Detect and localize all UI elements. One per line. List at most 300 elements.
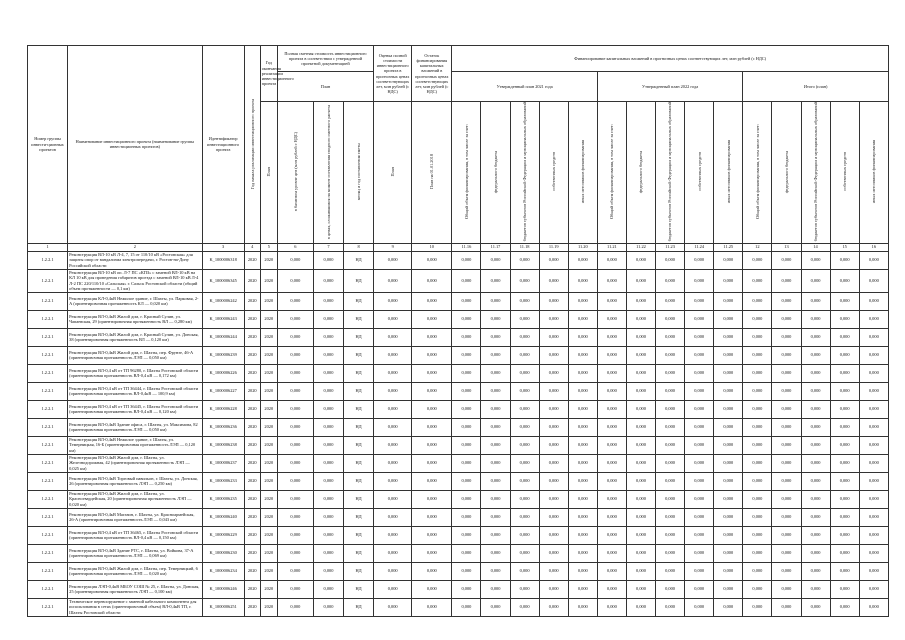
financing-value: 0,000: [714, 454, 743, 472]
financing-value: 0,000: [539, 580, 568, 598]
estimate-value: 0,000: [374, 580, 412, 598]
remain-value: 0,000: [412, 436, 452, 454]
header-fc-date: месяц и год составления сметы: [344, 102, 374, 244]
year-start: 2020: [244, 508, 260, 526]
year-start: 2020: [244, 292, 260, 310]
financing-value: 0,000: [830, 382, 859, 400]
financing-value: 0,000: [656, 346, 685, 364]
row-number: 1.2.2.1: [28, 490, 68, 508]
financing-value: 0,000: [801, 382, 830, 400]
financing-value: 0,000: [685, 269, 714, 292]
full-cost-current: 0,000: [313, 544, 343, 562]
estimate-value: 0,000: [374, 544, 412, 562]
year-start: 2020: [244, 251, 260, 269]
project-name: Реконструкция ВЛ-0,4кВ Здание офиса, г. Шахты, ул. Максимова, 82 (ориентировочная протяженность ЛЭП — 0,050 км): [68, 418, 202, 436]
project-name: Реконструкция ВЛ-0,4 кВ от ТП 36444, г. Шахты Ростовской области (ориентировочная протяженность ВЛ-0,4кВ — 100,9 км): [68, 382, 202, 400]
financing-value: 0,000: [830, 580, 859, 598]
financing-value: 0,000: [452, 562, 481, 580]
project-name: Реконструкция ВЛ-0,4кВ Торговый павильон, г. Шахты, ул. Донская, 26 (ориентировочная протяженность ЛЭП — 0,250 км): [68, 472, 202, 490]
financing-value: 0,000: [568, 454, 597, 472]
table-row: [28, 328, 889, 346]
project-id: K_1000006318: [202, 251, 244, 269]
estimate-value: 0,000: [374, 490, 412, 508]
header-remain-plan: План на 01.01.2018: [412, 102, 452, 244]
financing-value: 0,000: [481, 562, 510, 580]
financing-value: 0,000: [859, 598, 888, 616]
full-cost-value: 0,000: [277, 400, 313, 418]
header-f-region: бюджетов субъектов Российской Федерации и муниципальных образований: [510, 102, 539, 244]
financing-value: 0,000: [539, 562, 568, 580]
year-end: 2020: [260, 364, 277, 382]
financing-value: 0,000: [597, 580, 626, 598]
financing-value: 0,000: [685, 526, 714, 544]
project-name: Реконструкция ВЛ-0,4кВ Жилой дом, г. Красный Сулин, ул. Чапаевская, 29 (ориентировочная протяженность ВЛ — 0,280 км): [68, 310, 202, 328]
financing-value: 0,000: [568, 418, 597, 436]
full-cost-current: 0,000: [313, 562, 343, 580]
estimate-date: НД: [344, 580, 374, 598]
year-end: 2020: [260, 310, 277, 328]
financing-value: 0,000: [656, 269, 685, 292]
table-row: [28, 269, 889, 292]
estimate-date: НД: [344, 544, 374, 562]
financing-value: 0,000: [830, 292, 859, 310]
full-cost-current: 0,000: [313, 364, 343, 382]
column-number: 9: [374, 243, 412, 251]
estimate-date: НД: [344, 490, 374, 508]
financing-value: 0,000: [539, 400, 568, 418]
column-number: 11.20: [568, 243, 597, 251]
financing-value: 0,000: [772, 364, 801, 382]
project-id: K_1000006243: [202, 310, 244, 328]
financing-value: 0,000: [656, 382, 685, 400]
estimate-date: НД: [344, 382, 374, 400]
financing-value: 0,000: [859, 526, 888, 544]
financing-value: 0,000: [801, 436, 830, 454]
financing-value: 0,000: [714, 364, 743, 382]
financing-value: 0,000: [685, 508, 714, 526]
financing-value: 0,000: [510, 418, 539, 436]
financing-value: 0,000: [830, 310, 859, 328]
financing-value: 0,000: [539, 269, 568, 292]
estimate-value: 0,000: [374, 598, 412, 616]
financing-value: 0,000: [743, 328, 772, 346]
table-row: [28, 346, 889, 364]
project-id: K_1000006240: [202, 508, 244, 526]
financing-value: 0,000: [685, 418, 714, 436]
financing-value: 0,000: [801, 418, 830, 436]
full-cost-current: 0,000: [313, 346, 343, 364]
financing-value: 0,000: [772, 382, 801, 400]
column-number: 11.17: [481, 243, 510, 251]
year-end: 2020: [260, 454, 277, 472]
financing-value: 0,000: [510, 382, 539, 400]
column-number: 11.24: [685, 243, 714, 251]
row-number: 1.2.2.1: [28, 454, 68, 472]
full-cost-current: 0,000: [313, 328, 343, 346]
year-end: 2020: [260, 436, 277, 454]
project-id: K_1000006239: [202, 346, 244, 364]
financing-value: 0,000: [859, 508, 888, 526]
financing-value: 0,000: [801, 292, 830, 310]
financing-value: 0,000: [510, 562, 539, 580]
year-start: 2020: [244, 544, 260, 562]
full-cost-value: 0,000: [277, 418, 313, 436]
financing-value: 0,000: [597, 310, 626, 328]
column-number: 14: [801, 243, 830, 251]
column-number: 8: [344, 243, 374, 251]
estimate-value: 0,000: [374, 508, 412, 526]
row-number: 1.2.2.1: [28, 310, 68, 328]
estimate-date: НД: [344, 436, 374, 454]
financing-value: 0,000: [568, 526, 597, 544]
financing-value: 0,000: [452, 580, 481, 598]
remain-value: 0,000: [412, 454, 452, 472]
financing-value: 0,000: [626, 472, 655, 490]
financing-value: 0,000: [685, 400, 714, 418]
financing-value: 0,000: [568, 436, 597, 454]
financing-value: 0,000: [772, 508, 801, 526]
full-cost-value: 0,000: [277, 454, 313, 472]
financing-value: 0,000: [656, 364, 685, 382]
table-row: [28, 364, 889, 382]
financing-value: 0,000: [801, 328, 830, 346]
project-id: K_1000006228: [202, 400, 244, 418]
financing-value: 0,000: [801, 472, 830, 490]
header-f-region: бюджетов субъектов Российской Федерации и муниципальных образований: [801, 102, 830, 244]
financing-value: 0,000: [481, 580, 510, 598]
full-cost-value: 0,000: [277, 598, 313, 616]
table-row: [28, 400, 889, 418]
financing-value: 0,000: [801, 598, 830, 616]
header-fc-basic: в базисном уровне цен (млн рублей с НДС): [277, 102, 313, 244]
full-cost-value: 0,000: [277, 382, 313, 400]
project-name: Техническое перевооружение с заменой кабельного компонента для использования в сетях (ориентировочный объем) ВЛ-0,4кВ ТП, г. Шахты Ростовской области: [68, 598, 202, 616]
year-end: 2020: [260, 346, 277, 364]
financing-value: 0,000: [830, 364, 859, 382]
header-f-total: Общий объем финансирования, в том числе за счет:: [597, 102, 626, 244]
financing-value: 0,000: [539, 418, 568, 436]
financing-value: 0,000: [743, 310, 772, 328]
table-row: [28, 436, 889, 454]
estimate-value: 0,000: [374, 364, 412, 382]
estimate-date: НД: [344, 346, 374, 364]
financing-value: 0,000: [772, 310, 801, 328]
table-row: [28, 508, 889, 526]
financing-value: 0,000: [714, 526, 743, 544]
estimate-date: НД: [344, 472, 374, 490]
financing-value: 0,000: [452, 472, 481, 490]
financing-value: 0,000: [714, 418, 743, 436]
full-cost-value: 0,000: [277, 508, 313, 526]
full-cost-value: 0,000: [277, 346, 313, 364]
financing-value: 0,000: [539, 526, 568, 544]
row-number: 1.2.2.1: [28, 562, 68, 580]
financing-value: 0,000: [597, 508, 626, 526]
project-id: K_1000006237: [202, 454, 244, 472]
financing-value: 0,000: [801, 454, 830, 472]
financing-value: 0,000: [859, 269, 888, 292]
full-cost-current: 0,000: [313, 454, 343, 472]
project-id: K_1000006226: [202, 364, 244, 382]
financing-value: 0,000: [597, 364, 626, 382]
financing-value: 0,000: [830, 526, 859, 544]
financing-value: 0,000: [626, 269, 655, 292]
header-full-cost: Полная сметная стоимость инвестиционного проекта в соответствии с утвержденной проектной документацией: [277, 46, 373, 72]
column-number: 4: [244, 243, 260, 251]
table-row: [28, 382, 889, 400]
year-end: 2020: [260, 251, 277, 269]
financing-value: 0,000: [452, 526, 481, 544]
financing-value: 0,000: [626, 310, 655, 328]
full-cost-current: 0,000: [313, 400, 343, 418]
table-row: [28, 580, 889, 598]
financing-value: 0,000: [510, 580, 539, 598]
financing-value: 0,000: [656, 508, 685, 526]
financing-value: 0,000: [685, 328, 714, 346]
table-row: [28, 251, 889, 269]
financing-value: 0,000: [772, 436, 801, 454]
financing-value: 0,000: [452, 454, 481, 472]
financing-value: 0,000: [714, 472, 743, 490]
row-number: 1.2.2.1: [28, 364, 68, 382]
financing-value: 0,000: [685, 544, 714, 562]
financing-value: 0,000: [452, 400, 481, 418]
financing-value: 0,000: [859, 580, 888, 598]
header-name: Наименование инвестиционного проекта (наименование группы инвестиционных проектов): [68, 46, 202, 244]
estimate-date: НД: [344, 269, 374, 292]
financing-value: 0,000: [510, 251, 539, 269]
financing-value: 0,000: [539, 364, 568, 382]
financing-value: 0,000: [656, 544, 685, 562]
financing-value: 0,000: [830, 472, 859, 490]
year-start: 2020: [244, 310, 260, 328]
financing-value: 0,000: [481, 346, 510, 364]
full-cost-current: 0,000: [313, 292, 343, 310]
financing-value: 0,000: [714, 544, 743, 562]
financing-value: 0,000: [568, 269, 597, 292]
year-end: 2020: [260, 292, 277, 310]
financing-value: 0,000: [656, 292, 685, 310]
year-end: 2020: [260, 580, 277, 598]
estimate-value: 0,000: [374, 436, 412, 454]
header-f-own: собственных средств: [830, 102, 859, 244]
project-name: Реконструкция ВЛ-0,4кВ Жилой дом, г. Красный Сулин, ул. Донская, 38 (ориентировочная протяженность ВЛ — 0,120 км): [68, 328, 202, 346]
financing-value: 0,000: [859, 364, 888, 382]
row-number: 1.2.2.1: [28, 382, 68, 400]
year-end: 2020: [260, 269, 277, 292]
financing-value: 0,000: [568, 490, 597, 508]
full-cost-value: 0,000: [277, 526, 313, 544]
remain-value: 0,000: [412, 269, 452, 292]
year-start: 2020: [244, 400, 260, 418]
year-start: 2020: [244, 472, 260, 490]
financing-value: 0,000: [772, 598, 801, 616]
project-name: Реконструкция ВЛ-0,4кВ Магазин, г. Шахты, ул. Красноармейская, 26-А (ориентировочная протяженность ЛЭП — 0,043 км): [68, 508, 202, 526]
header-f-region: бюджетов субъектов Российской Федерации и муниципальных образований: [656, 102, 685, 244]
year-start: 2020: [244, 454, 260, 472]
financing-value: 0,000: [714, 580, 743, 598]
year-start: 2020: [244, 418, 260, 436]
project-name: Реконструкция ВЛ-0,4 кВ от ТП 36445, г. Шахты Ростовской области (ориентировочная протяженность ВЛ-0,4 кВ — 0,120 км): [68, 400, 202, 418]
financing-value: 0,000: [714, 310, 743, 328]
financing-value: 0,000: [685, 310, 714, 328]
financing-value: 0,000: [801, 310, 830, 328]
project-id: K_1000006230: [202, 544, 244, 562]
financing-value: 0,000: [743, 292, 772, 310]
financing-value: 0,000: [714, 436, 743, 454]
financing-value: 0,000: [830, 454, 859, 472]
financing-value: 0,000: [859, 382, 888, 400]
remain-value: 0,000: [412, 292, 452, 310]
financing-value: 0,000: [539, 346, 568, 364]
financing-value: 0,000: [510, 436, 539, 454]
row-number: 1.2.2.1: [28, 251, 68, 269]
financing-value: 0,000: [859, 400, 888, 418]
year-end: 2020: [260, 508, 277, 526]
row-number: 1.2.2.1: [28, 400, 68, 418]
financing-value: 0,000: [452, 310, 481, 328]
financing-value: 0,000: [626, 454, 655, 472]
financing-value: 0,000: [772, 328, 801, 346]
project-name: Реконструкция ЛЭП-0,4кВ МБОУ СОШ № 25, г. Шахты, ул. Донская, 25 (ориентировочная протяженность ЛЭП — 0,100 км): [68, 580, 202, 598]
financing-value: 0,000: [685, 382, 714, 400]
financing-value: 0,000: [656, 490, 685, 508]
financing-value: 0,000: [539, 508, 568, 526]
financing-value: 0,000: [772, 400, 801, 418]
column-number: 11.23: [656, 243, 685, 251]
remain-value: 0,000: [412, 472, 452, 490]
row-number: 1.2.2.1: [28, 292, 68, 310]
remain-value: 0,000: [412, 562, 452, 580]
financing-value: 0,000: [568, 544, 597, 562]
financing-value: 0,000: [830, 328, 859, 346]
financing-value: 0,000: [452, 364, 481, 382]
financing-value: 0,000: [510, 490, 539, 508]
financing-value: 0,000: [714, 508, 743, 526]
financing-value: 0,000: [568, 382, 597, 400]
financing-value: 0,000: [830, 269, 859, 292]
table-body: [28, 243, 889, 616]
estimate-value: 0,000: [374, 400, 412, 418]
financing-value: 0,000: [830, 490, 859, 508]
financing-value: 0,000: [656, 310, 685, 328]
financing-value: 0,000: [714, 382, 743, 400]
financing-value: 0,000: [685, 346, 714, 364]
financing-value: 0,000: [597, 490, 626, 508]
year-start: 2020: [244, 598, 260, 616]
financing-value: 0,000: [626, 598, 655, 616]
full-cost-current: 0,000: [313, 382, 343, 400]
year-start: 2020: [244, 526, 260, 544]
financing-value: 0,000: [656, 436, 685, 454]
financing-value: 0,000: [452, 251, 481, 269]
financing-value: 0,000: [772, 490, 801, 508]
financing-value: 0,000: [452, 436, 481, 454]
table-row: [28, 292, 889, 310]
estimate-value: 0,000: [374, 269, 412, 292]
financing-value: 0,000: [830, 508, 859, 526]
full-cost-value: 0,000: [277, 269, 313, 292]
column-number: 1: [28, 243, 68, 251]
row-number: 1.2.2.1: [28, 544, 68, 562]
full-cost-value: 0,000: [277, 544, 313, 562]
financing-value: 0,000: [510, 508, 539, 526]
column-number: 3: [202, 243, 244, 251]
estimate-value: 0,000: [374, 382, 412, 400]
financing-value: 0,000: [859, 544, 888, 562]
financing-value: 0,000: [539, 251, 568, 269]
header-f-other: иных источников финансирования: [714, 102, 743, 244]
financing-value: 0,000: [772, 580, 801, 598]
column-number: 11.16: [452, 243, 481, 251]
financing-value: 0,000: [626, 490, 655, 508]
full-cost-value: 0,000: [277, 490, 313, 508]
financing-value: 0,000: [743, 418, 772, 436]
remain-value: 0,000: [412, 310, 452, 328]
project-name: Реконструкция КЛ-0,4кВ Нежилое здание, г. Шахты, ул. Парковая, 2-А (ориентировочная протяженность КЛ — 0,020 км): [68, 292, 202, 310]
financing-value: 0,000: [568, 328, 597, 346]
financing-value: 0,000: [510, 269, 539, 292]
financing-value: 0,000: [626, 418, 655, 436]
header-f-total: Общий объем финансирования, в том числе за счет:: [743, 102, 772, 244]
financing-value: 0,000: [743, 251, 772, 269]
header-plan-2022: Утвержденный план 2022 года: [597, 72, 742, 102]
financing-value: 0,000: [568, 364, 597, 382]
financing-value: 0,000: [743, 544, 772, 562]
financing-value: 0,000: [481, 364, 510, 382]
year-end: 2020: [260, 598, 277, 616]
financing-value: 0,000: [859, 346, 888, 364]
full-cost-current: 0,000: [313, 472, 343, 490]
year-start: 2020: [244, 490, 260, 508]
financing-value: 0,000: [539, 310, 568, 328]
financing-value: 0,000: [714, 598, 743, 616]
financing-value: 0,000: [743, 382, 772, 400]
project-id: K_1000006227: [202, 382, 244, 400]
investment-program-table: [27, 45, 889, 617]
financing-value: 0,000: [597, 598, 626, 616]
full-cost-current: 0,000: [313, 580, 343, 598]
column-number: 6: [277, 243, 313, 251]
financing-value: 0,000: [743, 508, 772, 526]
estimate-value: 0,000: [374, 328, 412, 346]
table-row: [28, 454, 889, 472]
financing-value: 0,000: [685, 580, 714, 598]
full-cost-current: 0,000: [313, 310, 343, 328]
header-year-start: Год начала реализации инвестиционного проекта: [244, 46, 260, 244]
header-f-own: собственных средств: [539, 102, 568, 244]
column-number: 11.19: [539, 243, 568, 251]
column-number: 11.25: [714, 243, 743, 251]
financing-value: 0,000: [510, 364, 539, 382]
financing-value: 0,000: [510, 400, 539, 418]
table-row: [28, 472, 889, 490]
financing-value: 0,000: [772, 292, 801, 310]
financing-value: 0,000: [801, 526, 830, 544]
estimate-date: НД: [344, 526, 374, 544]
estimate-value: 0,000: [374, 472, 412, 490]
financing-value: 0,000: [539, 292, 568, 310]
full-cost-current: 0,000: [313, 269, 343, 292]
year-end: 2020: [260, 562, 277, 580]
financing-value: 0,000: [859, 328, 888, 346]
header-f-other: иных источников финансирования: [568, 102, 597, 244]
year-end: 2020: [260, 418, 277, 436]
estimate-date: НД: [344, 418, 374, 436]
year-start: 2020: [244, 346, 260, 364]
project-id: K_1000006233: [202, 472, 244, 490]
financing-value: 0,000: [452, 418, 481, 436]
